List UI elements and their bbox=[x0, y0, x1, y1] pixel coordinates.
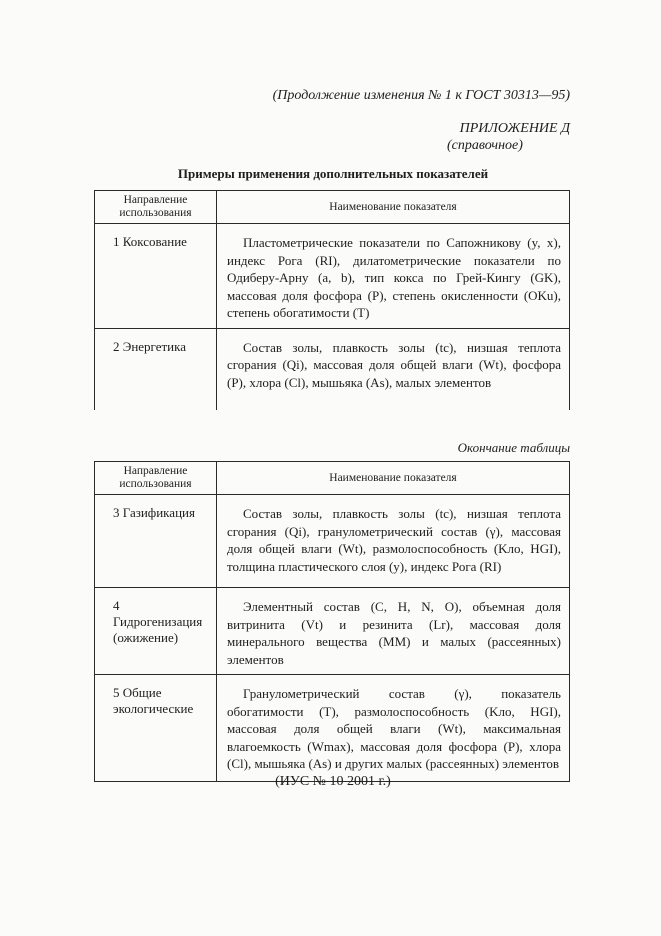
table-row bbox=[95, 588, 570, 675]
direction-cell: 1 Коксование bbox=[95, 224, 217, 329]
column-header-direction: Направление использования bbox=[95, 462, 217, 495]
indicator-cell bbox=[217, 675, 570, 782]
table-row bbox=[95, 328, 570, 410]
table-row bbox=[95, 675, 570, 782]
indicator-cell bbox=[217, 588, 570, 675]
indicator-text: Элементный состав (C, H, N, O), объемная доля витринита (Vt) и резинита (Lr), массовая доля минерального вещества (MM) и малых (рассеянных) элементов bbox=[227, 599, 561, 667]
direction-cell: 4 Гидрогенизация (ожижение) bbox=[95, 588, 217, 675]
continuation-note: (Продолжение изменения № 1 к ГОСТ 30313—95) bbox=[272, 88, 570, 103]
direction-cell: 5 Общие экологические bbox=[95, 675, 217, 782]
direction-cell: 2 Энергетика bbox=[95, 328, 217, 410]
direction-cell: 3 Газификация bbox=[95, 495, 217, 588]
indicator-cell bbox=[217, 224, 570, 329]
table-header-row bbox=[95, 191, 570, 224]
appendix-heading bbox=[400, 120, 570, 154]
column-header-indicator: Наименование показателя bbox=[217, 462, 570, 495]
indicator-text: Состав золы, плавкость золы (tc), низшая теплота сгорания (Qi), гранулометрический состав (γ), массовая доля общей влаги (Wt), размолоспособность (Kло, HGI), толщина пластического слоя (y), индекс Рога (RI) bbox=[227, 506, 561, 574]
indicators-table-part2 bbox=[94, 461, 570, 782]
table-continuation-label: Окончание таблицы bbox=[457, 440, 570, 455]
column-header-indicator: Наименование показателя bbox=[217, 191, 570, 224]
indicator-cell bbox=[217, 328, 570, 410]
table-title: Примеры применения дополнительных показателей bbox=[177, 166, 489, 181]
column-header-direction: Направление использования bbox=[95, 191, 217, 224]
indicator-cell bbox=[217, 495, 570, 588]
footer-source-note: (ИУС № 10 2001 г.) bbox=[275, 774, 391, 789]
indicator-text: Гранулометрический состав (γ), показатель обогатимости (T), размолоспособность (Kло, HGI), массовая доля общей влаги (Wt), максимальная влагоемкость (Wmax), массовая доля фосфора (P), хлора (Cl), мышьяка (As) и других малых (рассеянных) элементов bbox=[227, 686, 561, 771]
indicator-text: Пластометрические показатели по Сапожникову (y, x), индекс Рога (RI), дилатометрические показатели по Одиберу-Арну (a, b), тип кокса по Грей-Кингу (GK), массовая доля фосфора (P), степень окисленности (OKu), степень обогатимости (T) bbox=[227, 235, 561, 320]
appendix-subtitle: (справочное) bbox=[447, 138, 523, 153]
table-header-row bbox=[95, 462, 570, 495]
table-row bbox=[95, 224, 570, 329]
indicators-table-part1 bbox=[94, 190, 570, 410]
table-row bbox=[95, 495, 570, 588]
indicator-text: Состав золы, плавкость золы (tc), низшая теплота сгорания (Qi), массовая доля общей влаги (Wt), фосфора (P), хлора (Cl), мышьяка (As), малых элементов bbox=[227, 339, 561, 390]
appendix-title: ПРИЛОЖЕНИЕ Д bbox=[459, 121, 570, 136]
